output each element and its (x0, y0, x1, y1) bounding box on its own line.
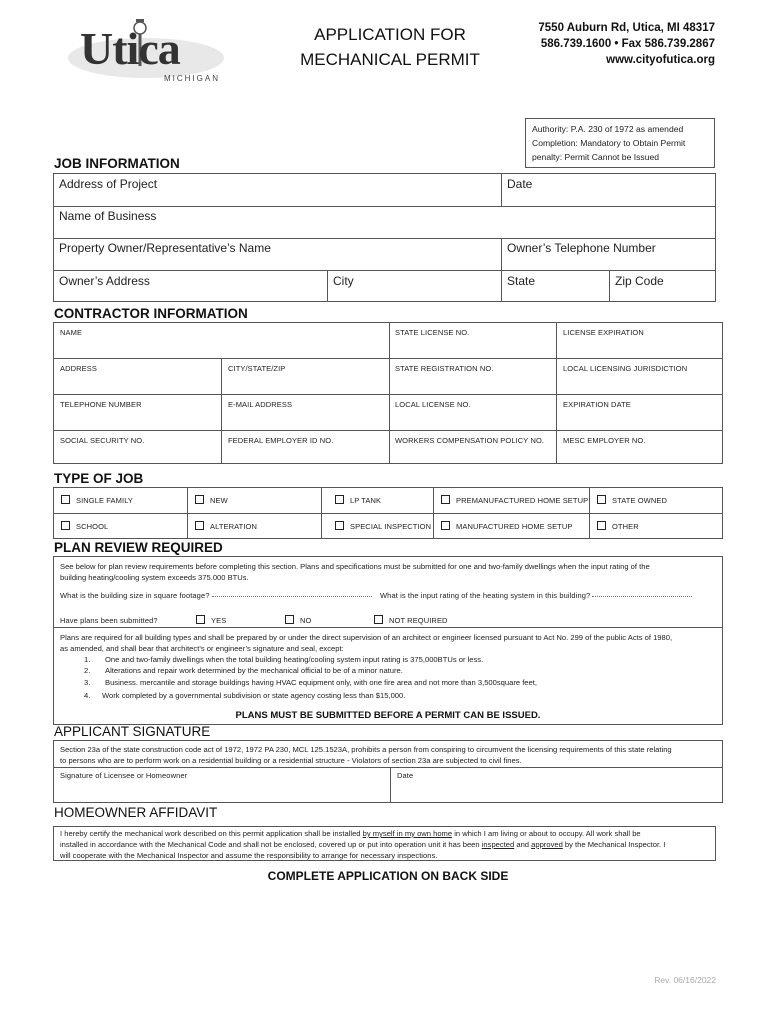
city-logo (58, 18, 228, 86)
plans-submitted-question: Have plans been submitted? (60, 616, 158, 625)
checkbox-plans-yes[interactable]: YES (196, 615, 226, 625)
property-owner-field[interactable]: Property Owner/Representative’s Name (59, 241, 271, 255)
checkbox-icon[interactable] (195, 495, 204, 504)
checkbox-icon[interactable] (285, 615, 294, 624)
checkbox-new[interactable]: NEW (195, 495, 228, 505)
job-date-field[interactable]: Date (507, 177, 533, 191)
state-field[interactable]: State (507, 274, 536, 288)
checkbox-manufactured-home-setup[interactable]: MANUFACTURED HOME SETUP (441, 521, 572, 531)
revision-date: Rev. 06/16/2022 (654, 975, 716, 985)
address-of-project-field[interactable]: Address of Project (59, 177, 158, 191)
federal-employer-id-field[interactable]: FEDERAL EMPLOYER ID NO. (228, 436, 334, 445)
homeowner-affidavit-heading: HOMEOWNER AFFIDAVIT (54, 805, 218, 820)
input-rating-input[interactable] (592, 596, 692, 597)
owner-telephone-field[interactable]: Owner’s Telephone Number (507, 241, 656, 255)
form-title (280, 22, 500, 72)
plan-exception-4: 4. Work completed by a governmental subdivision or state agency costing less than $15,000. (84, 691, 406, 700)
building-size-question: What is the building size in square footage? (60, 591, 372, 600)
state-license-no-field[interactable]: STATE LICENSE NO. (395, 328, 470, 337)
checkbox-single-family[interactable]: SINGLE FAMILY (61, 495, 133, 505)
logo-subtitle: MICHIGAN (164, 74, 220, 83)
zip-code-field[interactable]: Zip Code (615, 274, 664, 288)
plan-requirements-text: Plans are required for all building types and shall be prepared by or under the direct supervision of an architect or engineer licensed pursuant to Act No. 299 of the public Acts of 1980, as amended, and shall bear that architect’s or engineer’s signature and seal, except: (60, 633, 673, 653)
checkbox-plans-not-required[interactable]: NOT REQUIRED (374, 615, 448, 625)
checkbox-alteration[interactable]: ALTERATION (195, 521, 257, 531)
name-of-business-field[interactable]: Name of Business (59, 209, 157, 223)
local-licensing-jurisdiction-field[interactable]: LOCAL LICENSING JURISDICTION (563, 364, 688, 373)
type-of-job-heading: TYPE OF JOB (54, 471, 144, 486)
applicant-signature-heading: APPLICANT SIGNATURE (54, 724, 211, 739)
checkbox-icon[interactable] (597, 495, 606, 504)
penalty-line: penalty: Permit Cannot be Issued (532, 152, 660, 162)
building-size-input[interactable] (212, 596, 372, 597)
checkbox-icon[interactable] (441, 521, 450, 530)
owner-address-field[interactable]: Owner’s Address (59, 274, 150, 288)
checkbox-icon[interactable] (597, 521, 606, 530)
logo-wordmark: Utica (80, 23, 180, 74)
contractor-address-field[interactable]: ADDRESS (60, 364, 97, 373)
form-title-line2: MECHANICAL PERMIT (300, 50, 480, 69)
checkbox-plans-no[interactable]: NO (285, 615, 311, 625)
state-registration-no-field[interactable]: STATE REGISTRATION NO. (395, 364, 494, 373)
checkbox-icon[interactable] (61, 521, 70, 530)
homeowner-affidavit-text: I hereby certify the mechanical work described on this permit application shall be installed by myself in my own home in which I am living or about to occupy. All work shall be installed in accordance with the Mechanical Code and shall not be enclosed, covered up or put into operation unit it has been inspected and approved by the Mechanical Inspector. I will cooperate with the Mechanical Inspector and assume the responsibility to arrange for necessary inspections. (60, 829, 666, 860)
workers-comp-policy-field[interactable]: WORKERS COMPENSATION POLICY NO. (395, 436, 545, 445)
checkbox-icon[interactable] (335, 495, 344, 504)
completion-line: Completion: Mandatory to Obtain Permit (532, 138, 686, 148)
plan-review-intro: See below for plan review requirements before completing this section. Plans and specifications must be submitted for one and two-family dwellings when the input rating of the building heating/cooling system exceeds 375.000 BTUs. (60, 562, 650, 582)
city-state-zip-field[interactable]: CITY/STATE/ZIP (228, 364, 286, 373)
plan-exception-3: 3. Business. mercantile and storage buildings having HVAC equipment only, with one fire area and not more than 3,500square feet, (84, 678, 537, 687)
contractor-information-heading: CONTRACTOR INFORMATION (54, 306, 248, 321)
city-phone: 586.739.1600 • Fax 586.739.2867 (540, 38, 715, 50)
authority-box (525, 118, 715, 168)
social-security-no-field[interactable]: SOCIAL SECURITY NO. (60, 436, 145, 445)
complete-back-side-notice: COMPLETE APPLICATION ON BACK SIDE (267, 869, 509, 883)
checkbox-icon[interactable] (195, 521, 204, 530)
checkbox-lp-tank[interactable]: LP TANK (335, 495, 381, 505)
checkbox-icon[interactable] (335, 521, 344, 530)
signature-date-field[interactable]: Date (397, 771, 414, 780)
mesc-employer-no-field[interactable]: MESC EMPLOYER NO. (563, 436, 646, 445)
contractor-name-field[interactable]: NAME (60, 328, 83, 337)
input-rating-question: What is the input rating of the heating system in this building? (380, 591, 692, 600)
city-contact (505, 20, 715, 68)
checkbox-icon[interactable] (441, 495, 450, 504)
checkbox-icon[interactable] (61, 495, 70, 504)
checkbox-state-owned[interactable]: STATE OWNED (597, 495, 667, 505)
plans-submission-notice: PLANS MUST BE SUBMITTED BEFORE A PERMIT CAN BE ISSUED. (235, 710, 541, 721)
plan-exception-1: 1. One and two-family dwellings when the total building heating/cooling system input rating is 375,000BTUs or less. (84, 655, 484, 664)
checkbox-icon[interactable] (196, 615, 205, 624)
city-field[interactable]: City (333, 274, 354, 288)
telephone-number-field[interactable]: TELEPHONE NUMBER (60, 400, 142, 409)
local-license-no-field[interactable]: LOCAL LICENSE NO. (395, 400, 471, 409)
checkbox-other[interactable]: OTHER (597, 521, 639, 531)
applicant-legal-text: Section 23a of the state construction code act of 1972, 1972 PA 230, MCL 125.1523A, prohibits a person from conspiring to circumvent the licensing requirements of this state relating to persons who are to perform work on a residential building or a residential structure - Violators of section 23a are subjected to civil fines. (60, 745, 672, 765)
license-expiration-field[interactable]: LICENSE EXPIRATION (563, 328, 644, 337)
expiration-date-field[interactable]: EXPIRATION DATE (563, 400, 631, 409)
checkbox-icon[interactable] (374, 615, 383, 624)
plan-exception-2: 2. Alterations and repair work determined by the mechanical official to be of a minor nature. (84, 666, 403, 675)
checkbox-special-inspection[interactable]: SPECIAL INSPECTION (335, 521, 431, 531)
signature-licensee-field[interactable]: Signature of Licensee or Homeowner (60, 771, 188, 780)
city-website[interactable]: www.cityofutica.org (606, 54, 715, 66)
job-information-heading: JOB INFORMATION (54, 156, 180, 171)
email-address-field[interactable]: E-MAIL ADDRESS (228, 400, 293, 409)
authority-line: Authority: P.A. 230 of 1972 as amended (532, 124, 684, 134)
checkbox-school[interactable]: SCHOOL (61, 521, 108, 531)
form-title-line1: APPLICATION FOR (314, 25, 466, 44)
plan-review-heading: PLAN REVIEW REQUIRED (54, 540, 223, 555)
city-address: 7550 Auburn Rd, Utica, MI 48317 (538, 22, 715, 34)
checkbox-premanufactured-home-setup[interactable]: PREMANUFACTURED HOME SETUP (441, 495, 588, 505)
